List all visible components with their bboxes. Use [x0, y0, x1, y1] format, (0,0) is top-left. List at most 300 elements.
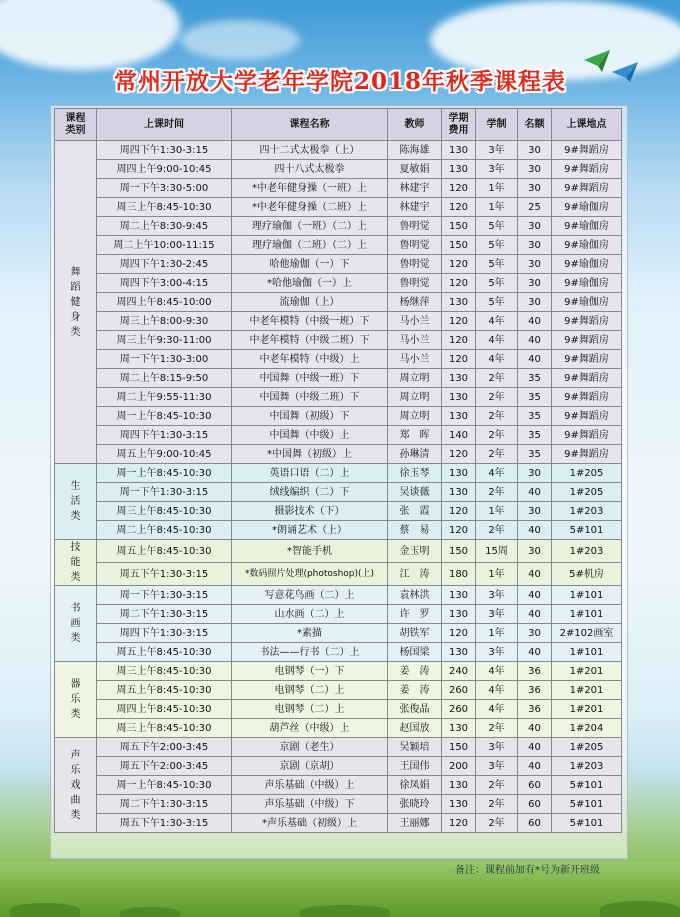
table-row [55, 738, 622, 757]
course-cell: 中国舞（中级二班）下 [232, 388, 388, 407]
course-cell: *智能手机 [232, 540, 388, 563]
time-cell: 周四上午9:00-10:45 [97, 160, 232, 179]
location-cell: 9#瑜伽房 [552, 255, 622, 274]
duration-cell: 4年 [476, 700, 518, 719]
quota-cell: 35 [518, 369, 552, 388]
fee-cell: 260 [442, 681, 476, 700]
course-cell: *素描 [232, 624, 388, 643]
course-cell: *数码照片处理(photoshop)(上) [232, 563, 388, 586]
time-cell: 周一下午1:30-3:15 [97, 483, 232, 502]
course-cell: *中国舞（初级）上 [232, 445, 388, 464]
fee-cell: 130 [442, 464, 476, 483]
time-cell: 周一下午3:30-5:00 [97, 179, 232, 198]
header-time: 上课时间 [97, 109, 232, 141]
location-cell: 5#101 [552, 521, 622, 540]
location-cell: 1#203 [552, 502, 622, 521]
teacher-cell: 许 罗 [388, 605, 442, 624]
quota-cell: 40 [518, 521, 552, 540]
location-cell: 9#舞蹈房 [552, 445, 622, 464]
quota-cell: 40 [518, 643, 552, 662]
quota-cell: 40 [518, 331, 552, 350]
table-row [55, 757, 622, 776]
fee-cell: 130 [442, 160, 476, 179]
duration-cell: 4年 [476, 331, 518, 350]
quota-cell: 30 [518, 464, 552, 483]
teacher-cell: 江 涛 [388, 563, 442, 586]
location-cell: 9#瑜伽房 [552, 198, 622, 217]
teacher-cell: 鲁明觉 [388, 255, 442, 274]
quota-cell: 40 [518, 605, 552, 624]
time-cell: 周一下午1:30-3:15 [97, 586, 232, 605]
time-cell: 周五上午8:45-10:30 [97, 540, 232, 563]
course-cell: *中老年健身操（二班）上 [232, 198, 388, 217]
teacher-cell: 孙琳清 [388, 445, 442, 464]
time-cell: 周三上午8:45-10:30 [97, 662, 232, 681]
location-cell: 1#203 [552, 540, 622, 563]
table-row [55, 586, 622, 605]
location-cell: 1#101 [552, 643, 622, 662]
location-cell: 1#201 [552, 662, 622, 681]
duration-cell: 3年 [476, 757, 518, 776]
time-cell: 周四下午1:30-3:15 [97, 141, 232, 160]
course-cell: 四十二式太极拳（上） [232, 141, 388, 160]
location-cell: 1#203 [552, 757, 622, 776]
quota-cell: 40 [518, 757, 552, 776]
time-cell: 周二上午8:30-9:45 [97, 217, 232, 236]
quota-cell: 30 [518, 160, 552, 179]
fee-cell: 130 [442, 776, 476, 795]
course-cell: *声乐基础（初级）上 [232, 814, 388, 833]
teacher-cell: 马小兰 [388, 350, 442, 369]
fee-cell: 120 [442, 198, 476, 217]
duration-cell: 4年 [476, 662, 518, 681]
table-row [55, 776, 622, 795]
fee-cell: 130 [442, 719, 476, 738]
teacher-cell: 袁林洪 [388, 586, 442, 605]
teacher-cell: 郑 晖 [388, 426, 442, 445]
table-row [55, 681, 622, 700]
course-cell: 声乐基础（中级）下 [232, 795, 388, 814]
duration-cell: 2年 [476, 776, 518, 795]
duration-cell: 3年 [476, 586, 518, 605]
fee-cell: 130 [442, 369, 476, 388]
quota-cell: 30 [518, 293, 552, 312]
quota-cell: 35 [518, 388, 552, 407]
table-row [55, 795, 622, 814]
location-cell: 9#舞蹈房 [552, 369, 622, 388]
duration-cell: 5年 [476, 217, 518, 236]
location-cell: 1#205 [552, 738, 622, 757]
teacher-cell: 马小兰 [388, 331, 442, 350]
header-fee: 学期费用 [442, 109, 476, 141]
quota-cell: 40 [518, 483, 552, 502]
duration-cell: 1年 [476, 502, 518, 521]
table-row [55, 502, 622, 521]
teacher-cell: 林建宇 [388, 198, 442, 217]
duration-cell: 5年 [476, 274, 518, 293]
course-cell: 绒线编织（二）下 [232, 483, 388, 502]
course-cell: 英语口语（二）上 [232, 464, 388, 483]
quota-cell: 60 [518, 776, 552, 795]
course-cell: 四十八式太极拳 [232, 160, 388, 179]
course-cell: 流瑜伽（上） [232, 293, 388, 312]
quota-cell: 60 [518, 795, 552, 814]
teacher-cell: 金玉明 [388, 540, 442, 563]
time-cell: 周三上午9:30-11:00 [97, 331, 232, 350]
quota-cell: 30 [518, 179, 552, 198]
duration-cell: 4年 [476, 312, 518, 331]
teacher-cell: 杨继萍 [388, 293, 442, 312]
time-cell: 周四上午8:45-10:30 [97, 700, 232, 719]
teacher-cell: 陈海雄 [388, 141, 442, 160]
location-cell: 9#舞蹈房 [552, 160, 622, 179]
quota-cell: 40 [518, 738, 552, 757]
fee-cell: 130 [442, 643, 476, 662]
teacher-cell: 马小兰 [388, 312, 442, 331]
time-cell: 周五下午2:00-3:45 [97, 738, 232, 757]
teacher-cell: 周立明 [388, 407, 442, 426]
time-cell: 周二下午1:30-3:15 [97, 605, 232, 624]
fee-cell: 120 [442, 502, 476, 521]
duration-cell: 4年 [476, 350, 518, 369]
table-row [55, 521, 622, 540]
time-cell: 周四下午1:30-2:45 [97, 255, 232, 274]
table-row [55, 662, 622, 681]
location-cell: 5#101 [552, 814, 622, 833]
quota-cell: 25 [518, 198, 552, 217]
fee-cell: 140 [442, 426, 476, 445]
fee-cell: 130 [442, 586, 476, 605]
course-schedule-table [54, 108, 622, 833]
fee-cell: 240 [442, 662, 476, 681]
time-cell: 周四下午1:30-3:15 [97, 426, 232, 445]
time-cell: 周一上午8:45-10:30 [97, 407, 232, 426]
teacher-cell: 夏敏娟 [388, 160, 442, 179]
table-row [55, 605, 622, 624]
location-cell: 5#101 [552, 795, 622, 814]
cloud [180, 20, 300, 60]
quota-cell: 36 [518, 700, 552, 719]
teacher-cell: 姜 涛 [388, 681, 442, 700]
duration-cell: 4年 [476, 464, 518, 483]
time-cell: 周二上午9:55-11:30 [97, 388, 232, 407]
duration-cell: 1年 [476, 624, 518, 643]
time-cell: 周二上午10:00-11:15 [97, 236, 232, 255]
header-location: 上课地点 [552, 109, 622, 141]
course-cell: 京剧（老生） [232, 738, 388, 757]
table-row [55, 160, 622, 179]
category-cell: 器乐类 [55, 662, 97, 738]
duration-cell: 2年 [476, 426, 518, 445]
teacher-cell: 王丽娜 [388, 814, 442, 833]
location-cell: 9#瑜伽房 [552, 293, 622, 312]
course-cell: *哈他瑜伽（一）上 [232, 274, 388, 293]
fee-cell: 150 [442, 738, 476, 757]
fee-cell: 130 [442, 483, 476, 502]
duration-cell: 5年 [476, 236, 518, 255]
teacher-cell: 徐玉琴 [388, 464, 442, 483]
fee-cell: 120 [442, 350, 476, 369]
fee-cell: 150 [442, 540, 476, 563]
teacher-cell: 王国伟 [388, 757, 442, 776]
fee-cell: 130 [442, 795, 476, 814]
time-cell: 周五下午1:30-3:15 [97, 563, 232, 586]
time-cell: 周一上午8:45-10:30 [97, 776, 232, 795]
course-cell: 中老年模特（中级一班）下 [232, 312, 388, 331]
teacher-cell: 杨国梁 [388, 643, 442, 662]
location-cell: 9#舞蹈房 [552, 179, 622, 198]
table-row [55, 464, 622, 483]
paper-plane-icon [582, 48, 642, 82]
table-row [55, 407, 622, 426]
time-cell: 周五上午9:00-10:45 [97, 445, 232, 464]
category-cell: 声乐戏曲类 [55, 738, 97, 833]
time-cell: 周三上午8:00-9:30 [97, 312, 232, 331]
quota-cell: 30 [518, 141, 552, 160]
fee-cell: 120 [442, 331, 476, 350]
table-row [55, 426, 622, 445]
location-cell: 9#舞蹈房 [552, 388, 622, 407]
course-cell: 中老年模特（中级二班）下 [232, 331, 388, 350]
table-header-row [55, 109, 622, 141]
location-cell: 9#瑜伽房 [552, 274, 622, 293]
time-cell: 周三上午8:45-10:30 [97, 502, 232, 521]
fee-cell: 120 [442, 179, 476, 198]
course-cell: *中老年健身操（一班）上 [232, 179, 388, 198]
duration-cell: 5年 [476, 255, 518, 274]
table-row [55, 700, 622, 719]
course-cell: 写意花鸟画（二）上 [232, 586, 388, 605]
table-row [55, 624, 622, 643]
header-duration: 学制 [476, 109, 518, 141]
location-cell: 2#102画室 [552, 624, 622, 643]
time-cell: 周四下午3:00-4:15 [97, 274, 232, 293]
location-cell: 1#101 [552, 605, 622, 624]
duration-cell: 2年 [476, 814, 518, 833]
location-cell: 9#舞蹈房 [552, 141, 622, 160]
table-row [55, 643, 622, 662]
duration-cell: 1年 [476, 198, 518, 217]
course-cell: *朗诵艺术（上） [232, 521, 388, 540]
table-row [55, 445, 622, 464]
table-row [55, 198, 622, 217]
duration-cell: 4年 [476, 681, 518, 700]
course-cell: 摄影技术（下） [232, 502, 388, 521]
time-cell: 周五下午2:00-3:45 [97, 757, 232, 776]
time-cell: 周五上午8:45-10:30 [97, 681, 232, 700]
time-cell: 周二上午8:15-9:50 [97, 369, 232, 388]
duration-cell: 3年 [476, 160, 518, 179]
quota-cell: 30 [518, 502, 552, 521]
quota-cell: 40 [518, 350, 552, 369]
location-cell: 1#205 [552, 483, 622, 502]
quota-cell: 30 [518, 236, 552, 255]
quota-cell: 30 [518, 624, 552, 643]
location-cell: 9#舞蹈房 [552, 312, 622, 331]
course-cell: 电钢琴（一）下 [232, 662, 388, 681]
header-teacher: 教师 [388, 109, 442, 141]
category-cell: 生活类 [55, 464, 97, 540]
duration-cell: 2年 [476, 483, 518, 502]
fee-cell: 120 [442, 814, 476, 833]
course-cell: 理疗瑜伽（二班）（二）上 [232, 236, 388, 255]
fee-cell: 120 [442, 255, 476, 274]
fee-cell: 130 [442, 141, 476, 160]
fee-cell: 130 [442, 388, 476, 407]
table-row [55, 350, 622, 369]
quota-cell: 30 [518, 217, 552, 236]
time-cell: 周一上午8:45-10:30 [97, 464, 232, 483]
table-row [55, 236, 622, 255]
teacher-cell: 周立明 [388, 369, 442, 388]
quota-cell: 36 [518, 681, 552, 700]
table-row [55, 814, 622, 833]
course-cell: 哈他瑜伽（一）下 [232, 255, 388, 274]
time-cell: 周二上午8:45-10:30 [97, 521, 232, 540]
category-cell: 舞蹈健身类 [55, 141, 97, 464]
category-cell: 技能类 [55, 540, 97, 586]
teacher-cell: 赵国放 [388, 719, 442, 738]
location-cell: 1#201 [552, 700, 622, 719]
table-row [55, 483, 622, 502]
location-cell: 5#101 [552, 776, 622, 795]
fee-cell: 200 [442, 757, 476, 776]
table-row [55, 331, 622, 350]
table-row [55, 179, 622, 198]
duration-cell: 3年 [476, 141, 518, 160]
fee-cell: 150 [442, 236, 476, 255]
duration-cell: 2年 [476, 388, 518, 407]
duration-cell: 2年 [476, 795, 518, 814]
time-cell: 周四上午8:45-10:00 [97, 293, 232, 312]
table-row [55, 293, 622, 312]
teacher-cell: 吴颖培 [388, 738, 442, 757]
course-cell: 电钢琴（二）上 [232, 700, 388, 719]
teacher-cell: 周立明 [388, 388, 442, 407]
teacher-cell: 鲁明觉 [388, 217, 442, 236]
teacher-cell: 张晓玲 [388, 795, 442, 814]
table-row [55, 719, 622, 738]
quota-cell: 35 [518, 407, 552, 426]
location-cell: 1#204 [552, 719, 622, 738]
time-cell: 周三上午8:45-10:30 [97, 198, 232, 217]
fee-cell: 180 [442, 563, 476, 586]
teacher-cell: 鲁明觉 [388, 236, 442, 255]
location-cell: 9#舞蹈房 [552, 331, 622, 350]
quota-cell: 36 [518, 662, 552, 681]
course-cell: 理疗瑜伽（一班）（二）上 [232, 217, 388, 236]
location-cell: 9#舞蹈房 [552, 350, 622, 369]
duration-cell: 1年 [476, 563, 518, 586]
course-cell: 书法——行书（二）上 [232, 643, 388, 662]
time-cell: 周二下午1:30-3:15 [97, 795, 232, 814]
footnote: 备注：课程前加有*号为新开班级 [455, 865, 600, 876]
fee-cell: 130 [442, 407, 476, 426]
time-cell: 周五下午1:30-3:15 [97, 814, 232, 833]
table-row [55, 369, 622, 388]
fee-cell: 150 [442, 217, 476, 236]
duration-cell: 2年 [476, 719, 518, 738]
teacher-cell: 姜 涛 [388, 662, 442, 681]
header-course: 课程名称 [232, 109, 388, 141]
table-row [55, 312, 622, 331]
quota-cell: 40 [518, 586, 552, 605]
location-cell: 1#101 [552, 586, 622, 605]
teacher-cell: 蔡 易 [388, 521, 442, 540]
teacher-cell: 林建宇 [388, 179, 442, 198]
location-cell: 1#205 [552, 464, 622, 483]
quota-cell: 40 [518, 719, 552, 738]
location-cell: 9#瑜伽房 [552, 236, 622, 255]
course-cell: 中老年模特（中级）上 [232, 350, 388, 369]
quota-cell: 30 [518, 274, 552, 293]
teacher-cell: 张 霞 [388, 502, 442, 521]
header-quota: 名额 [518, 109, 552, 141]
duration-cell: 2年 [476, 445, 518, 464]
quota-cell: 60 [518, 814, 552, 833]
fee-cell: 130 [442, 293, 476, 312]
location-cell: 5#机房 [552, 563, 622, 586]
quota-cell: 30 [518, 540, 552, 563]
fee-cell: 120 [442, 274, 476, 293]
table-row [55, 388, 622, 407]
duration-cell: 15周 [476, 540, 518, 563]
time-cell: 周一下午1:30-3:00 [97, 350, 232, 369]
category-cell: 书画类 [55, 586, 97, 662]
location-cell: 9#舞蹈房 [552, 426, 622, 445]
table-row [55, 274, 622, 293]
header-category: 课程类别 [55, 109, 97, 141]
quota-cell: 30 [518, 255, 552, 274]
table-row [55, 141, 622, 160]
fee-cell: 120 [442, 624, 476, 643]
course-cell: 中国舞（初级）下 [232, 407, 388, 426]
fee-cell: 120 [442, 445, 476, 464]
table-row [55, 217, 622, 236]
duration-cell: 3年 [476, 643, 518, 662]
quota-cell: 35 [518, 426, 552, 445]
quota-cell: 35 [518, 445, 552, 464]
course-cell: 中国舞（中级）上 [232, 426, 388, 445]
duration-cell: 3年 [476, 738, 518, 757]
course-cell: 电钢琴（二）上 [232, 681, 388, 700]
fee-cell: 130 [442, 605, 476, 624]
teacher-cell: 徐凤娟 [388, 776, 442, 795]
page-title: 常州开放大学老年学院2018年秋季课程表 [113, 68, 566, 95]
table-row [55, 255, 622, 274]
duration-cell: 1年 [476, 179, 518, 198]
location-cell: 9#舞蹈房 [552, 407, 622, 426]
quota-cell: 40 [518, 312, 552, 331]
duration-cell: 3年 [476, 605, 518, 624]
duration-cell: 2年 [476, 407, 518, 426]
course-cell: 葫芦丝（中级）上 [232, 719, 388, 738]
fee-cell: 120 [442, 521, 476, 540]
location-cell: 9#瑜伽房 [552, 217, 622, 236]
time-cell: 周三上午8:45-10:30 [97, 719, 232, 738]
course-cell: 中国舞（中级一班）下 [232, 369, 388, 388]
teacher-cell: 张俊晶 [388, 700, 442, 719]
time-cell: 周五上午8:45-10:30 [97, 643, 232, 662]
cloud [0, 0, 180, 70]
quota-cell: 40 [518, 563, 552, 586]
duration-cell: 2年 [476, 369, 518, 388]
teacher-cell: 吴谈薇 [388, 483, 442, 502]
teacher-cell: 鲁明觉 [388, 274, 442, 293]
location-cell: 1#201 [552, 681, 622, 700]
teacher-cell: 胡铁军 [388, 624, 442, 643]
course-cell: 声乐基础（中级）上 [232, 776, 388, 795]
